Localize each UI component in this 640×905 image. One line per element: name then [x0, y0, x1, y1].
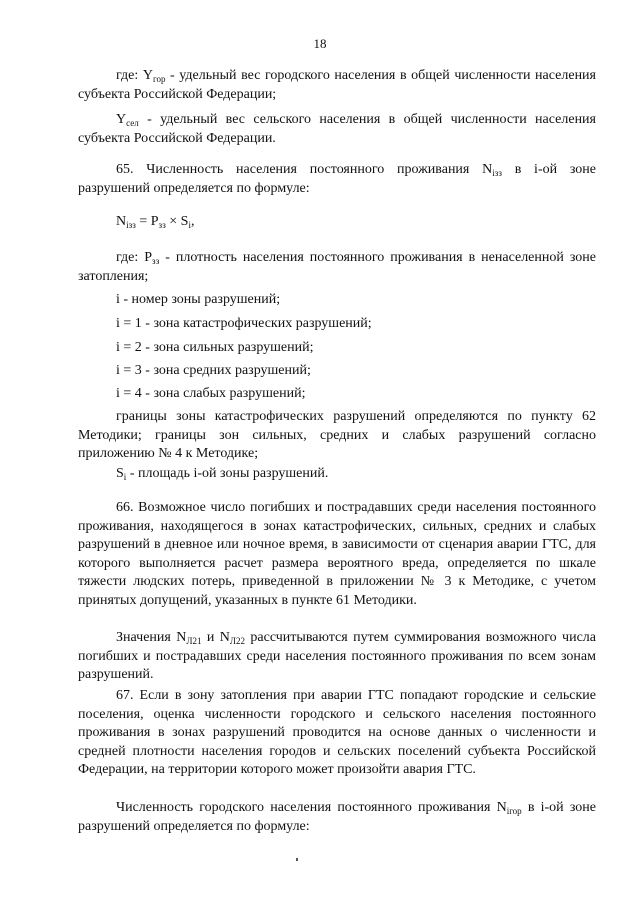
subscript: i: [123, 472, 127, 482]
paragraph-p-zz: [78, 249, 596, 286]
paragraph-values: [78, 629, 596, 685]
list-item-zone-1: i = 1 - зона катастрофических разрушений;: [116, 316, 372, 331]
formula-n-izz: [78, 213, 596, 232]
text-segment: и N: [201, 630, 230, 645]
text-segment: - удельный вес сельского населения в общей численности населения субъекта Российской Федерации.: [78, 112, 596, 146]
scan-artifact-mark: [296, 858, 298, 861]
text-segment: S: [116, 466, 124, 481]
text-segment: 65. Численность населения постоянного проживания N: [116, 162, 493, 177]
subscript: гор: [152, 74, 166, 84]
subscript: Л22: [229, 636, 245, 646]
subscript: iзз: [492, 168, 502, 178]
text-segment: × S: [165, 214, 189, 229]
text-segment: ,: [190, 214, 195, 229]
text-segment: в i-ой зоне разрушений определяется по формуле:: [78, 800, 596, 834]
subscript: зз: [152, 256, 160, 266]
list-item-zone-3: i = 3 - зона средних разрушений;: [116, 363, 311, 378]
list-item-zone-2: i = 2 - зона сильных разрушений;: [116, 340, 314, 355]
text-segment: в i-ой зоне разрушений определяется по формуле:: [78, 162, 596, 196]
subscript: iзз: [126, 220, 136, 230]
text-segment: - площадь i-ой зоны разрушений.: [126, 466, 329, 481]
paragraph-66: 66. Возможное число погибших и пострадавших среди населения постоянного проживания, находящегося в зонах катастрофических, сильных, средних и слабых разрушений в дневное или ночное время, в зависимости от сценария аварии ГТС, для которого выполняется расчет размера вероятного вреда, определяется по шкале тяжести людских потерь, приведенной в приложении № 3 к Методике, с учетом принятых допущений, указанных в пункте 61 Методики.: [78, 500, 596, 608]
subscript: i: [188, 220, 191, 230]
paragraph-s-i: [78, 465, 596, 484]
paragraph-boundaries: границы зоны катастрофических разрушений определяются по пункту 62 Методики; границы зон сильных, средних и слабых разрушений согласно приложению № 4 к Методике;: [78, 409, 596, 462]
list-item-zone-number: i - номер зоны разрушений;: [116, 292, 281, 307]
paragraph-y-urban: [78, 67, 596, 104]
text-segment: - удельный вес городского населения в общей численности населения субъекта Российской Федерации;: [78, 68, 596, 102]
text-segment: где: Y: [116, 68, 153, 83]
subscript: iгор: [506, 806, 522, 816]
paragraph-65: [78, 161, 596, 198]
text-segment: - плотность населения постоянного проживания в ненаселенной зоне затопления;: [78, 250, 596, 284]
text-segment: Численность городского населения постоянного проживания N: [116, 800, 507, 815]
text-segment: N: [116, 214, 127, 229]
text-segment: Значения N: [116, 630, 187, 645]
text-segment: = P: [135, 214, 159, 229]
paragraph-urban-count: [78, 799, 596, 836]
subscript: Л21: [186, 636, 202, 646]
subscript: сел: [126, 118, 139, 128]
page-number: 18: [313, 36, 327, 51]
text-segment: Y: [116, 112, 127, 127]
paragraph-67: 67. Если в зону затопления при аварии ГТС попадают городские и сельские поселения, оценка численности городского и сельского населения постоянного проживания в зонах разрушений проводится на основе данных о численности и средней плотности населения городов и сельских поселений субъекта Российской Федерации, на территории которого может произойти авария ГТС.: [78, 688, 596, 778]
list-item-zone-4: i = 4 - зона слабых разрушений;: [116, 386, 306, 401]
text-segment: рассчитываются путем суммирования возможного числа погибших и пострадавших среди населения постоянного проживания по всем зонам разрушений.: [78, 630, 596, 683]
subscript: зз: [158, 220, 166, 230]
text-segment: где: P: [116, 250, 153, 265]
paragraph-y-rural: [78, 111, 596, 148]
